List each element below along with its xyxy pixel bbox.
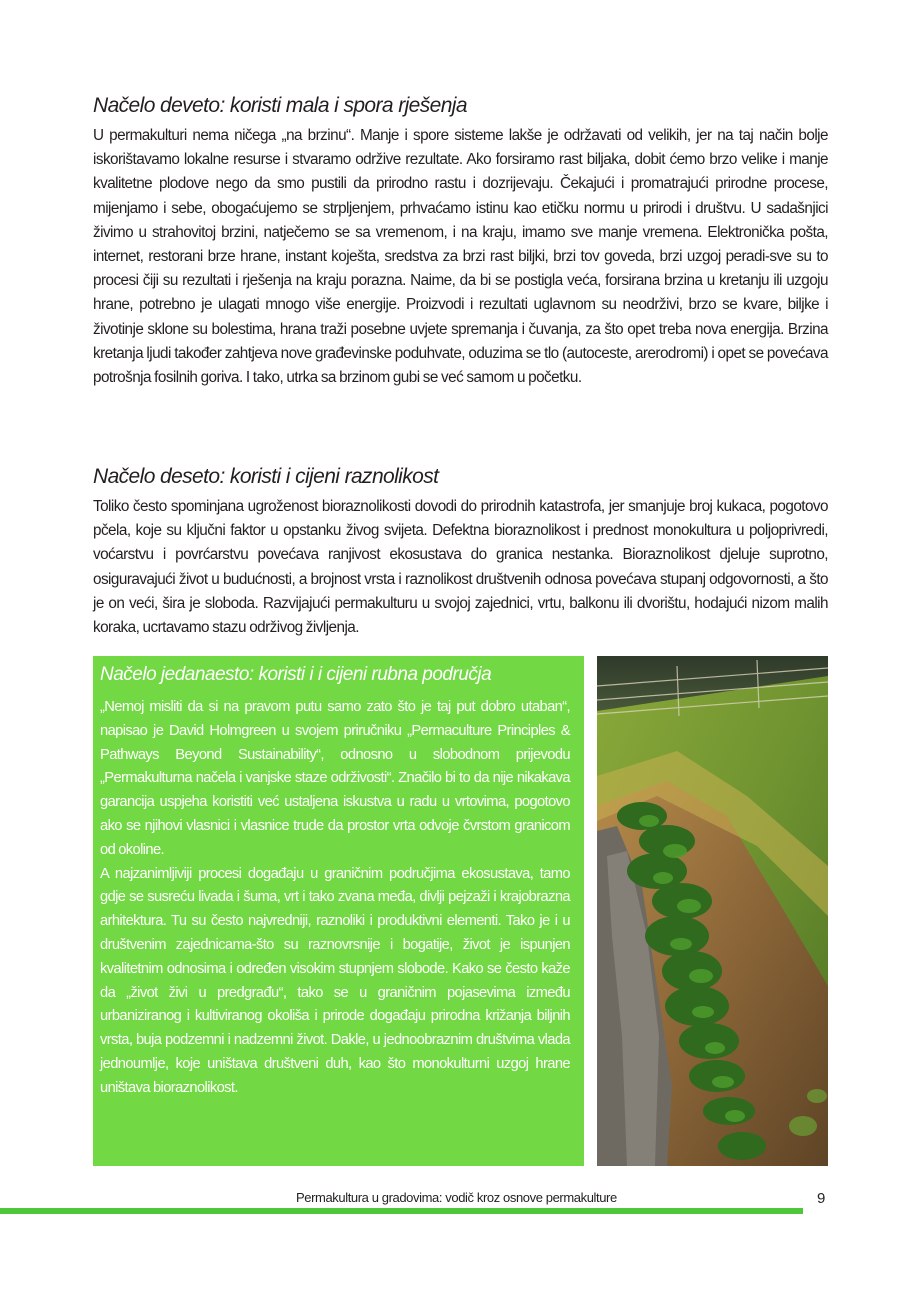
section-11-paragraph-1: „Nemoj misliti da si na pravom putu samo zato što je taj put dobro utaban“, napisao je David Holmgreen u svojem priručniku „Permaculture Principles & Pathways Beyond Sustainability“, odnosno u slobodnom prijevodu „Permakulturna načela i vanjske staze održivosti“. Značilo bi to da nije nikakava garancija uspjeha koristiti već ustaljena iskustva u radu u vrtovima, pogotovo ako se njihovi vlasnici i vlasnice trude da prostor vrta odvoje čvrstom granicom od okoline. bbox=[100, 699, 570, 858]
section-11-highlight-box bbox=[93, 656, 584, 1166]
footer-title: Permakultura u gradovima: vodič kroz osnove permakulture bbox=[296, 1190, 617, 1205]
section-11-body bbox=[100, 696, 570, 1101]
section-10-body: Toliko često spominjana ugroženost bioraznolikosti dovodi do prirodnih katastrofa, jer smanjuje broj kukaca, pogotovo pčela, koje su ključni faktor u opstanku živog svijeta. Defektna bioraznolikost i prednost monokultura u poljoprivredi, voćarstvu i povrćarstvu povećava ranjivost ekosustava do granica nestanka. Bioraznolikost djeluje suprotno, osiguravajući život u budućnosti, a brojnost vrsta i raznolikost društvenih odnosa povećava stupanj odgovornosti, a što je on veći, šira je sloboda. Razvijajući permakulturu u svojoj zajednici, vrtu, balkonu ili dvorištu, hodajući nizom malih koraka, ucrtavamo stazu održivog življenja. bbox=[93, 498, 828, 637]
footer-divider bbox=[0, 1208, 803, 1214]
page-number: 9 bbox=[817, 1190, 826, 1207]
section-10-title: Načelo deseto: koristi i cijeni raznolikost bbox=[93, 465, 439, 488]
section-11-title: Načelo jedanaesto: koristi i i cijeni rubna područja bbox=[100, 664, 492, 685]
section-9-title: Načelo deveto: koristi mala i spora rješenja bbox=[93, 94, 467, 117]
section-11-paragraph-2: A najzanimljiviji procesi događaju u graničnim područjima ekosustava, tamo gdje se susreću livada i šuma, vrt i tako zvana međa, divlji pejzaži i krajobrazna arhitektura. Tu su često najvredniji, raznoliki i produktivni elementi. Tako je i u društvenim zajednicama-što su raznovrsnije i bogatije, život je ispunjen kvalitetnim odnosima i određen visokim stupnjem slobode. Kako se često kaže da „život živi u predgrađu“, tako se u graničnim pojasevima između urbaniziranog i kultiviranog okoliša i prirode događaju prirodna križanja biljnih vrsta, buja podzemni i nadzemni život. Dakle, u jednoobraznim društvima vlada jednoumlje, koje uništava društveni duh, kao što monokulturni uzgoj hrane uništava bioraznolikost. bbox=[100, 865, 570, 1096]
garden-bed-photo bbox=[597, 656, 828, 1166]
section-9-body: U permakulturi nema ničega „na brzinu“. Manje i spore sisteme lakše je održavati od velikih, jer na taj način bolje iskorištavamo lokalne resurse i stvaramo održive rezultate. Ako forsiramo rast biljaka, dobit ćemo brzo velike i manje kvalitetne plodove nego da smo pustili da prirodno rastu i dozrijevaju. Čekajući i promatrajući prirodne procese, mijenjamo i sebe, obogaćujemo se strpljenjem, prhvaćamo istinu kao etičku normu u prirodi i društvu. U sadašnjici živimo u strahovitoj brzini, natječemo se sa vremenom, i na kraju, imamo sve manje vremena. Elektronička pošta, internet, restorani brze hrane, instant koješta, sredstva za brzi rast biljki, brzi tov goveda, brzi uzgoj peradi-sve su to procesi čiji su rezultati i rješenja na kraju porazna. Naime, da bi se postigla veća, forsirana brzina u kretanju ili uzgoju hrane, potrebno je ulagati mnogo više energije. Proizvodi i rezultati uglavnom su neodrživi, brzo se kvare, biljke i životinje sklone su bolestima, hrana traži posebne uvjete spremanja i čuvanja, za što opet treba nova energija. Brzina kretanja ljudi također zahtjeva nove građevinske poduhvate, oduzima se tlo (autoceste, arerodromi) i opet se povećava potrošnja fosilnih goriva. I tako, utrka sa brzinom gubi se već samom u početku. bbox=[93, 127, 828, 387]
